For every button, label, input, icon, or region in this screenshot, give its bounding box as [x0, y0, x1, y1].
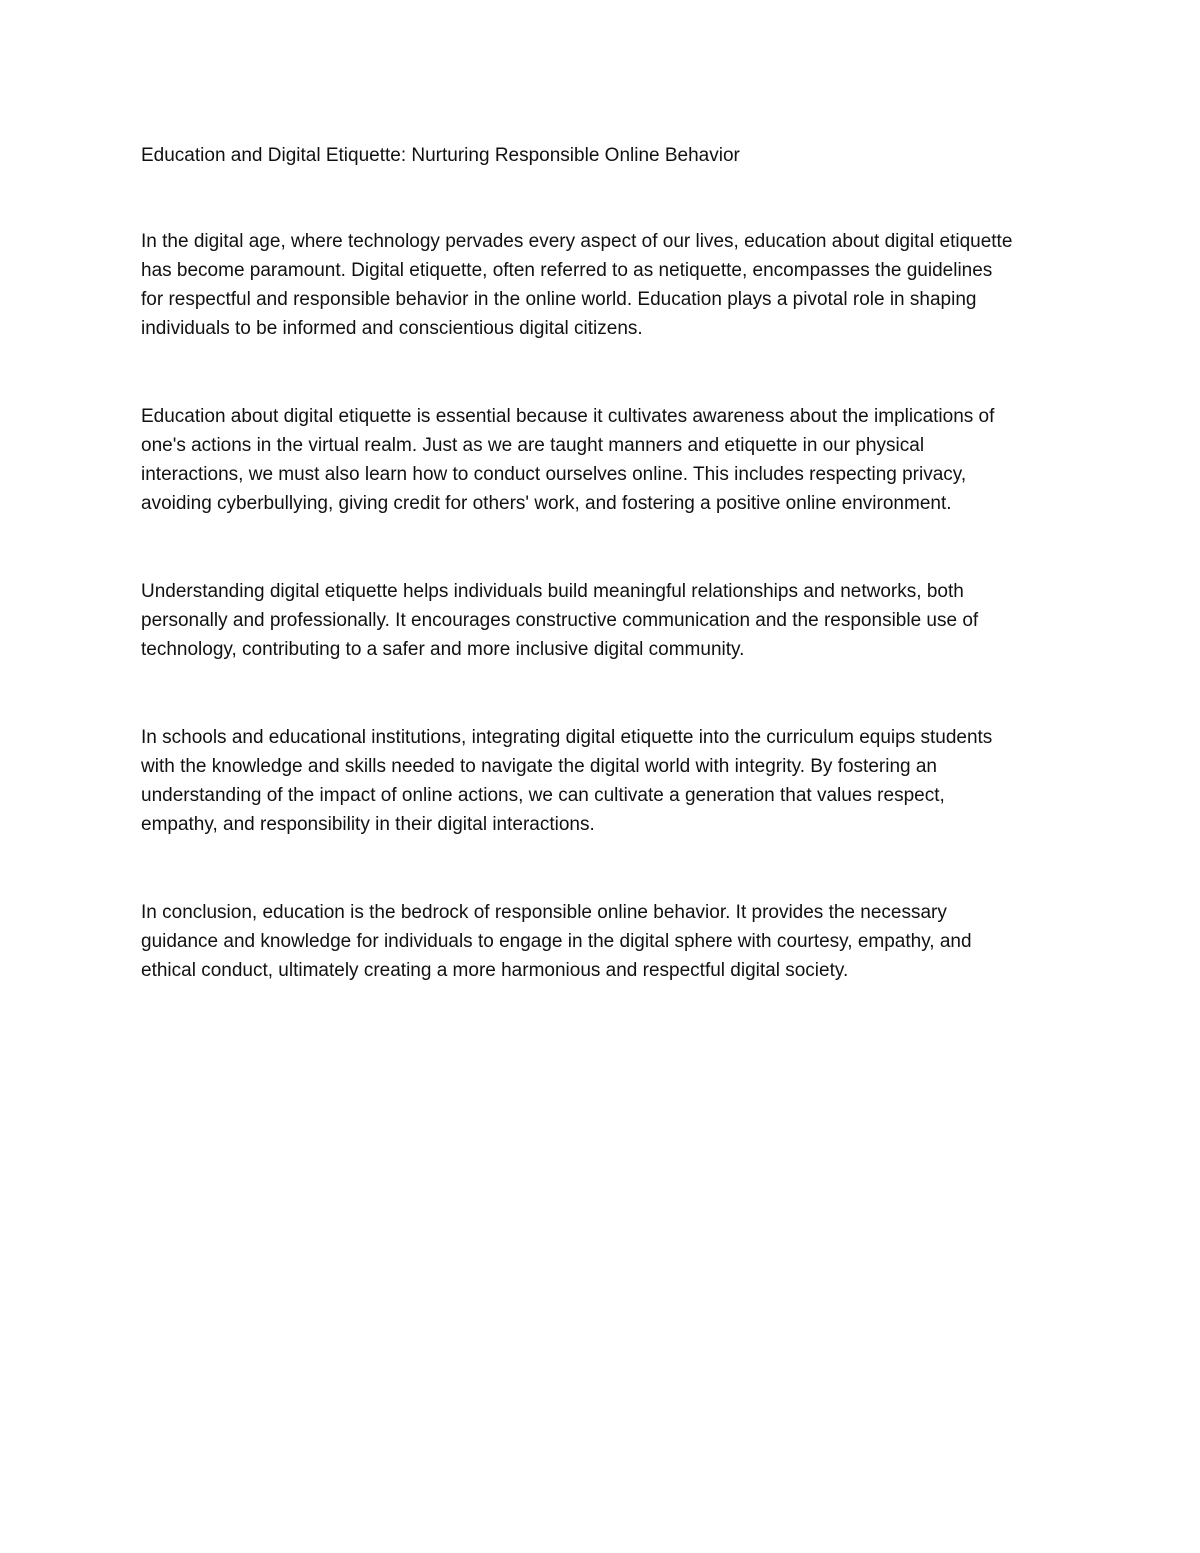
paragraph-conclusion	[141, 898, 1061, 985]
paragraph-line: for respectful and responsible behavior in the online world. Education plays a pivotal role in shaping	[141, 289, 977, 310]
paragraph-line: ethical conduct, ultimately creating a more harmonious and respectful digital society.	[141, 960, 849, 981]
paragraph-line: In the digital age, where technology pervades every aspect of our lives, education about digital etiquette	[141, 231, 1013, 252]
paragraph-line: empathy, and responsibility in their digital interactions.	[141, 814, 595, 835]
paragraph-intro	[141, 227, 1061, 343]
paragraph-line: one's actions in the virtual realm. Just as we are taught manners and etiquette in our physical	[141, 435, 925, 456]
paragraph-line: individuals to be informed and conscientious digital citizens.	[141, 318, 643, 339]
document-title: Education and Digital Etiquette: Nurturing Responsible Online Behavior	[141, 145, 740, 166]
paragraph-line: Understanding digital etiquette helps individuals build meaningful relationships and networks, both	[141, 581, 964, 602]
paragraph-line: understanding of the impact of online actions, we can cultivate a generation that values respect,	[141, 785, 945, 806]
paragraph-line: personally and professionally. It encourages constructive communication and the responsible use of	[141, 610, 979, 631]
paragraph-line: with the knowledge and skills needed to navigate the digital world with integrity. By fostering an	[141, 756, 937, 777]
paragraph-relationships	[141, 577, 1061, 664]
paragraph-importance	[141, 402, 1061, 518]
paragraph-line: technology, contributing to a safer and more inclusive digital community.	[141, 639, 745, 660]
paragraph-line: guidance and knowledge for individuals to engage in the digital sphere with courtesy, empathy, and	[141, 931, 972, 952]
paragraph-line: In schools and educational institutions, integrating digital etiquette into the curriculum equips students	[141, 727, 993, 748]
paragraph-schools	[141, 723, 1061, 839]
document-body	[141, 141, 1061, 985]
paragraph-line: avoiding cyberbullying, giving credit for others' work, and fostering a positive online environment.	[141, 493, 952, 514]
paragraph-line: Education about digital etiquette is essential because it cultivates awareness about the implications of	[141, 406, 995, 427]
paragraph-line: interactions, we must also learn how to conduct ourselves online. This includes respecting privacy,	[141, 464, 967, 485]
paragraph-line: In conclusion, education is the bedrock of responsible online behavior. It provides the necessary	[141, 902, 947, 923]
paragraph-line: has become paramount. Digital etiquette, often referred to as netiquette, encompasses the guidelines	[141, 260, 993, 281]
